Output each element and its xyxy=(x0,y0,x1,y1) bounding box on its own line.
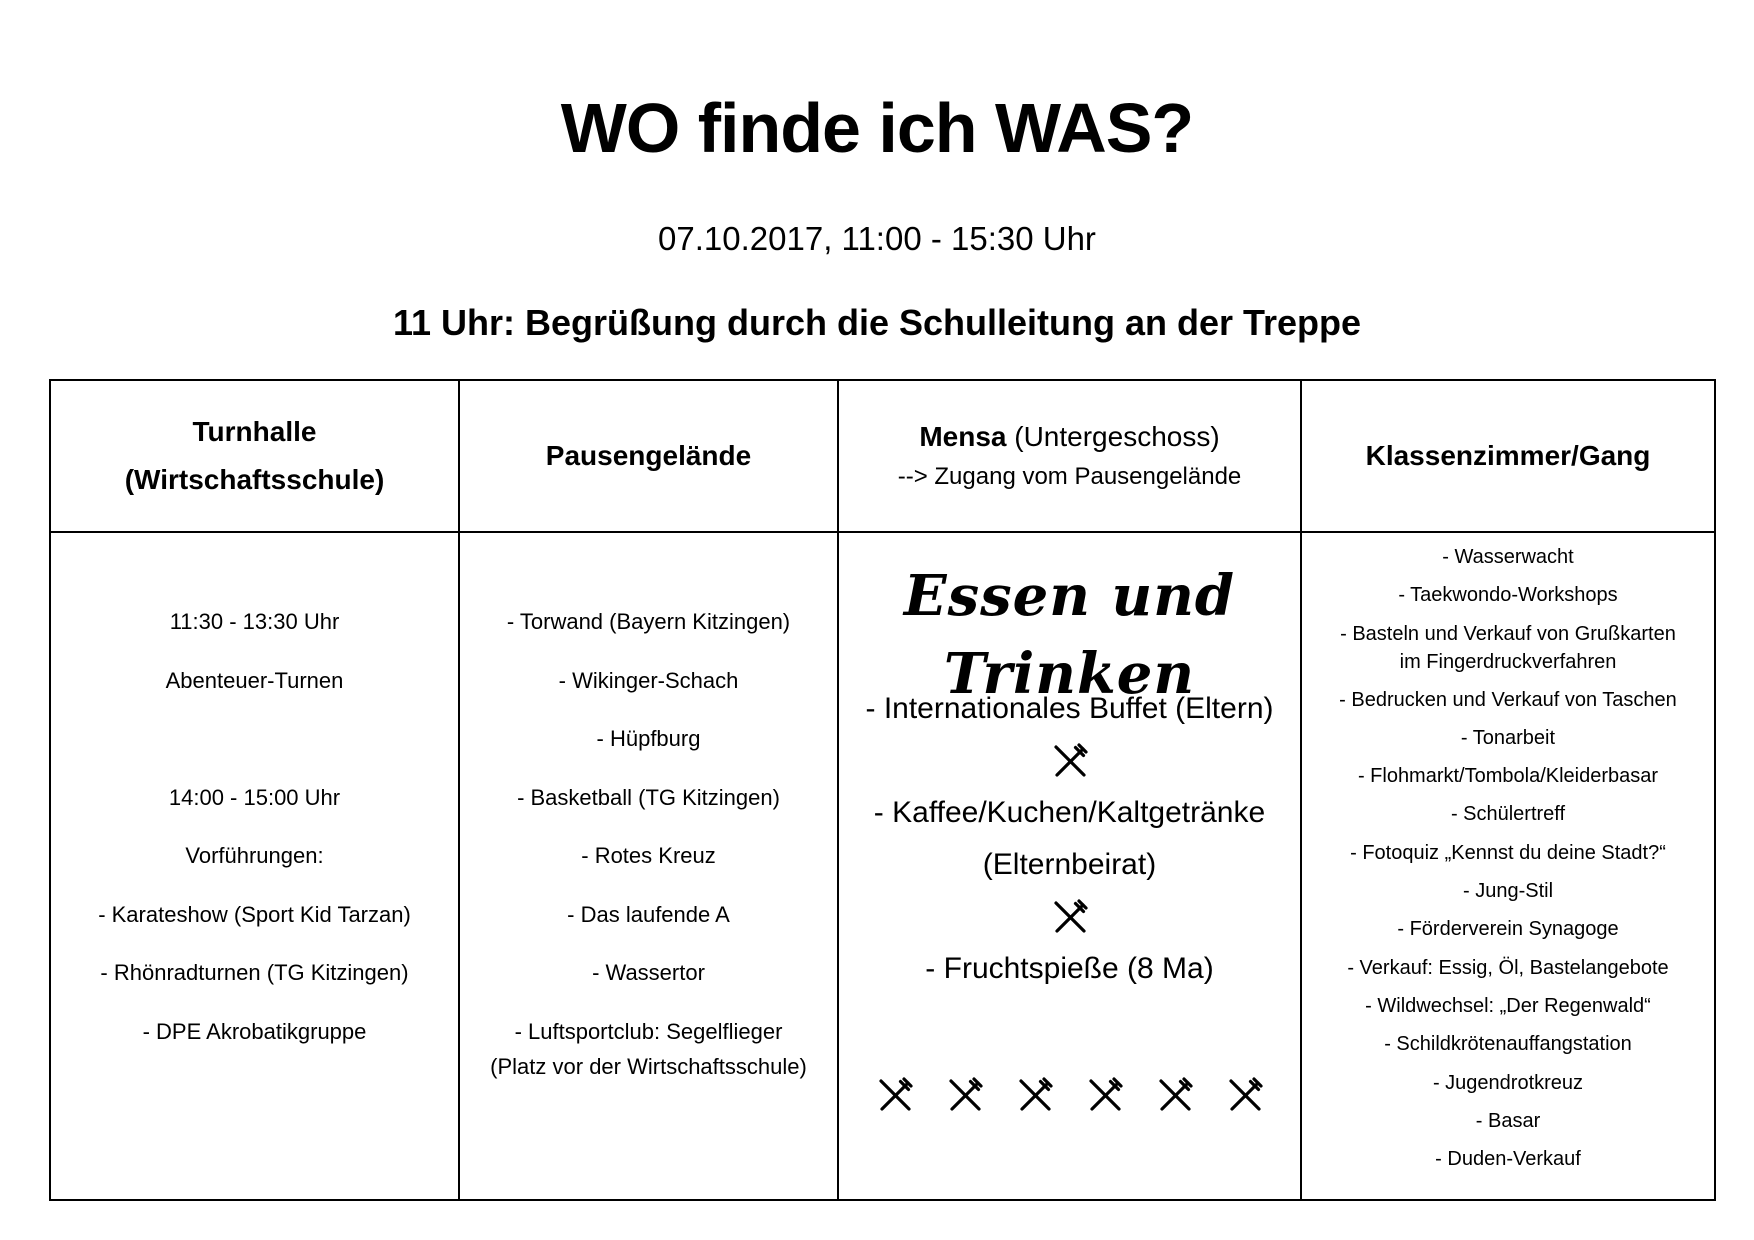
cutlery-icon xyxy=(839,735,1300,787)
list-item: 11:30 - 13:30 Uhr xyxy=(169,609,340,634)
pausengelaende-list xyxy=(460,533,837,1087)
list-item-text: - Basteln und Verkauf von Grußkarten xyxy=(1340,622,1676,645)
list-item: - Fotoquiz „Kennst du deine Stadt?“ xyxy=(1350,841,1666,864)
list-item: - Basketball (TG Kitzingen) xyxy=(517,784,780,810)
mensa-item-kaffee: - Kaffee/Kuchen/Kaltgetränke xyxy=(873,796,1266,829)
cutlery-icon xyxy=(1155,1075,1195,1120)
header-mensa-rest: (Untergeschoss) xyxy=(1006,421,1220,452)
klassenzimmer-list xyxy=(1302,533,1714,1183)
cutlery-row xyxy=(839,1075,1300,1120)
list-item: - Rotes Kreuz xyxy=(581,843,716,868)
cutlery-icon xyxy=(1085,1075,1125,1120)
header-mensa-subtitle: --> Zugang vom Pausengelände xyxy=(897,463,1242,490)
mensa-list xyxy=(839,683,1300,995)
list-item-continuation: im Fingerdruckverfahren xyxy=(1399,650,1617,673)
header-turnhalle xyxy=(50,380,459,532)
cell-klassenzimmer xyxy=(1301,532,1715,1200)
header-klassenzimmer xyxy=(1301,380,1715,532)
cutlery-icon xyxy=(839,891,1300,943)
header-mensa-bold: Mensa xyxy=(919,421,1007,452)
list-item: Vorführungen: xyxy=(185,843,324,868)
cell-turnhalle xyxy=(50,532,459,1200)
cutlery-icon xyxy=(1225,1075,1265,1120)
list-item: - Rhönradturnen (TG Kitzingen) xyxy=(100,960,409,985)
list-item: - Flohmarkt/Tombola/Kleiderbasar xyxy=(1357,765,1659,788)
turnhalle-list xyxy=(51,533,458,1061)
header-pausengelaende xyxy=(459,380,838,532)
header-mensa xyxy=(838,380,1301,532)
list-item: 14:00 - 15:00 Uhr xyxy=(168,784,341,810)
list-item: - Wassertor xyxy=(592,960,705,985)
list-item: Abenteuer-Turnen xyxy=(165,667,344,693)
mensa-heading: Essen und Trinken xyxy=(903,563,1236,707)
cutlery-icon xyxy=(1015,1075,1055,1120)
list-item: - Karateshow (Sport Kid Tarzan) xyxy=(98,901,411,927)
mensa-item-buffet: - Internationales Buffet (Eltern) xyxy=(865,692,1274,725)
mensa-item-frucht: - Fruchtspieße (8 Ma) xyxy=(925,952,1214,985)
table-header-row xyxy=(50,380,1715,532)
event-date: 07.10.2017, 11:00 - 15:30 Uhr xyxy=(658,220,1096,257)
location-table xyxy=(49,379,1716,1201)
list-item: - Jung-Stil xyxy=(1462,880,1554,903)
list-item: - Torwand (Bayern Kitzingen) xyxy=(506,609,791,634)
list-item: - Wildwechsel: „Der Regenwald“ xyxy=(1365,994,1651,1017)
mensa-item-kaffee-cont: (Elternbeirat) xyxy=(982,848,1157,881)
list-item: - Förderverein Synagoge xyxy=(1397,918,1619,941)
list-item: - Bedrucken und Verkauf von Taschen xyxy=(1339,688,1677,711)
list-item: - Verkauf: Essig, Öl, Bastelangebote xyxy=(1347,956,1669,979)
list-spacer xyxy=(51,710,458,769)
list-item: - Duden-Verkauf xyxy=(1435,1148,1581,1171)
page-title: WO finde ich WAS? xyxy=(560,89,1194,167)
list-item: - Taekwondo-Workshops xyxy=(1398,584,1618,607)
cell-mensa xyxy=(838,532,1301,1200)
header-turnhalle-line2: (Wirtschaftsschule) xyxy=(124,464,385,495)
list-item: - Tonarbeit xyxy=(1460,726,1556,749)
list-item: - Hüpfburg xyxy=(596,726,701,751)
table-body-row xyxy=(50,532,1715,1200)
list-item: - Basar xyxy=(1475,1109,1541,1132)
list-item: - Luftsportclub: Segelflieger xyxy=(514,1018,783,1044)
cutlery-icon xyxy=(875,1075,915,1120)
greeting-note: 11 Uhr: Begrüßung durch die Schulleitung an der Treppe xyxy=(392,302,1362,343)
header-turnhalle-line1: Turnhalle xyxy=(192,416,317,447)
list-item: - Wasserwacht xyxy=(1442,546,1574,568)
list-item: - Schildkrötenauffangstation xyxy=(1384,1033,1632,1056)
header-klassenzimmer-label: Klassenzimmer/Gang xyxy=(1365,440,1651,471)
list-item xyxy=(1302,620,1714,686)
list-item: - Wikinger-Schach xyxy=(558,667,739,693)
list-item: - Das laufende A xyxy=(567,901,730,927)
cutlery-icon xyxy=(945,1075,985,1120)
cell-pausengelaende xyxy=(459,532,838,1200)
list-item-continuation: (Platz vor der Wirtschaftsschule) xyxy=(490,1054,807,1079)
header-pausengelaende-label: Pausengelände xyxy=(545,440,752,471)
list-item: - Schülertreff xyxy=(1450,803,1566,826)
list-item: - Jugendrotkreuz xyxy=(1432,1071,1584,1094)
list-item: - DPE Akrobatikgruppe xyxy=(142,1018,367,1044)
